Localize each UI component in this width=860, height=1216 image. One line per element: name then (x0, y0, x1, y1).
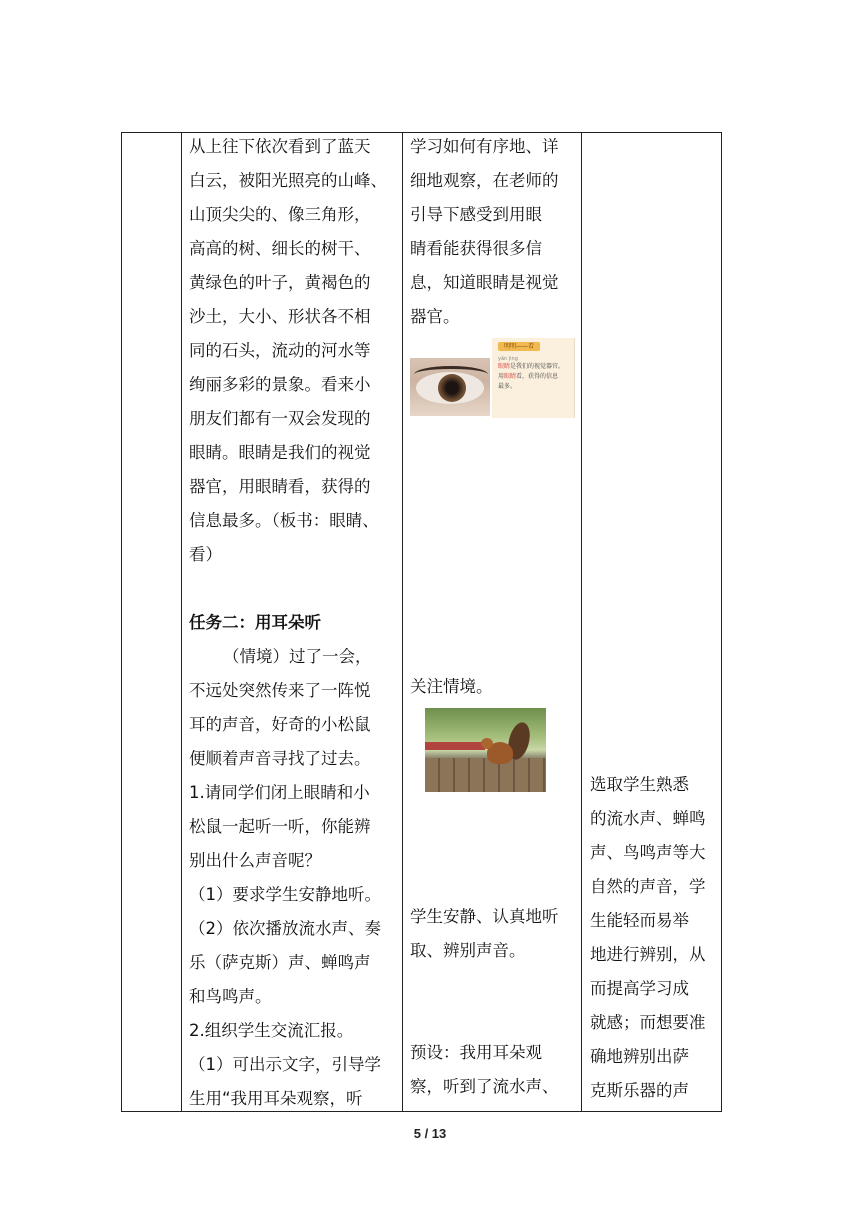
text-line: 察，听到了流水声、 (410, 1077, 559, 1096)
text-line: 黄绿色的叶子，黄褐色的 (189, 273, 371, 292)
text-line: 看） (189, 545, 222, 564)
squirrel-photo (425, 708, 546, 792)
text-line: 引导下感受到用眼 (410, 205, 542, 224)
blank-line (189, 572, 387, 606)
text-line: 信息最多。（板书：眼睛、 (189, 511, 379, 530)
teacher-activity-column (189, 130, 387, 1116)
text-line: 关注情境。 (410, 677, 493, 696)
page-number: 5 / 13 (413, 1126, 447, 1141)
text-line: 高高的树、细长的树干、 (189, 239, 371, 258)
text-line: 而提高学习成 (590, 979, 689, 998)
text-line: 器官，用眼睛看，获得的 (189, 477, 371, 496)
text-line: 生能轻而易举 (590, 911, 689, 930)
column-divider (181, 133, 182, 1111)
text-line: 不远处突然传来了一阵悦 (189, 681, 371, 700)
text-line: 生用“我用耳朵观察，听 (189, 1089, 363, 1108)
text-line: 的流水声、蝉鸣 (590, 809, 706, 828)
design-intent-column (590, 768, 706, 1108)
eye-textbook-image (410, 338, 575, 418)
text-line: 松鼠一起听一听，你能辨 (189, 817, 371, 836)
text-line: 自然的声音，学 (590, 877, 706, 896)
text-line: 2.组织学生交流汇报。 (189, 1021, 354, 1040)
text-line: 地进行辨别，从 (590, 945, 706, 964)
text-line: 细地观察，在老师的 (410, 171, 559, 190)
text-line: 别出什么声音呢？ (189, 851, 321, 870)
text-line: 声、鸟鸣声等大 (590, 843, 706, 862)
text-line: 同的石头，流动的河水等 (189, 341, 371, 360)
column-divider (581, 133, 582, 1111)
text-line: 学习如何有序地、详 (410, 137, 559, 156)
student-activity-block2 (410, 670, 493, 704)
student-activity-column (410, 130, 559, 334)
text-line: 绚丽多彩的景象。看来小 (189, 375, 371, 394)
text-line: （1）要求学生安静地听。 (189, 885, 381, 904)
text-line: 从上往下依次看到了蓝天 (189, 137, 371, 156)
student-activity-block3 (410, 900, 559, 968)
text-line: 就感；而想要准 (590, 1013, 706, 1032)
student-activity-block4 (410, 1036, 559, 1104)
textbook-card (492, 338, 575, 418)
text-line: 和鸟鸣声。 (189, 987, 272, 1006)
text-line: 克斯乐器的声 (590, 1081, 689, 1100)
text-line: 朋友们都有一双会发现的 (189, 409, 371, 428)
text-line: （情境）过了一会， (223, 647, 372, 666)
card-text: yǎn jing 眼睛是我们的视觉器官。 用眼睛看，获得的信息 最多。 (498, 356, 565, 390)
text-line: 息，知道眼睛是视觉 (410, 273, 559, 292)
text-line: 选取学生熟悉 (590, 775, 689, 794)
text-line: （1）可出示文字，引导学 (189, 1055, 381, 1074)
text-line: 眼睛。眼睛是我们的视觉 (189, 443, 371, 462)
text-line: 沙土，大小、形状各不相 (189, 307, 371, 326)
task2-heading: 任务二：用耳朵听 (189, 613, 321, 632)
text-line: 耳的声音，好奇的小松鼠 (189, 715, 371, 734)
text-line: 器官。 (410, 307, 460, 326)
text-line: 乐（萨克斯）声、蝉鸣声 (189, 953, 371, 972)
text-line: （2）依次播放流水声、奏 (189, 919, 381, 938)
text-line: 确地辨别出萨 (590, 1047, 689, 1066)
column-divider (402, 133, 403, 1111)
eye-photo (410, 358, 490, 416)
text-line: 预设：我用耳朵观 (410, 1043, 542, 1062)
text-line: 1.请同学们闭上眼睛和小 (189, 783, 370, 802)
text-line: 便顺着声音寻找了过去。 (189, 749, 371, 768)
text-line: 白云，被阳光照亮的山峰、 (189, 171, 387, 190)
text-line: 学生安静、认真地听 (410, 907, 559, 926)
text-line: 山顶尖尖的、像三角形， (189, 205, 371, 224)
card-tag: 明明——看 (498, 342, 540, 351)
text-line: 取、辨别声音。 (410, 941, 526, 960)
text-line: 睛看能获得很多信 (410, 239, 542, 258)
